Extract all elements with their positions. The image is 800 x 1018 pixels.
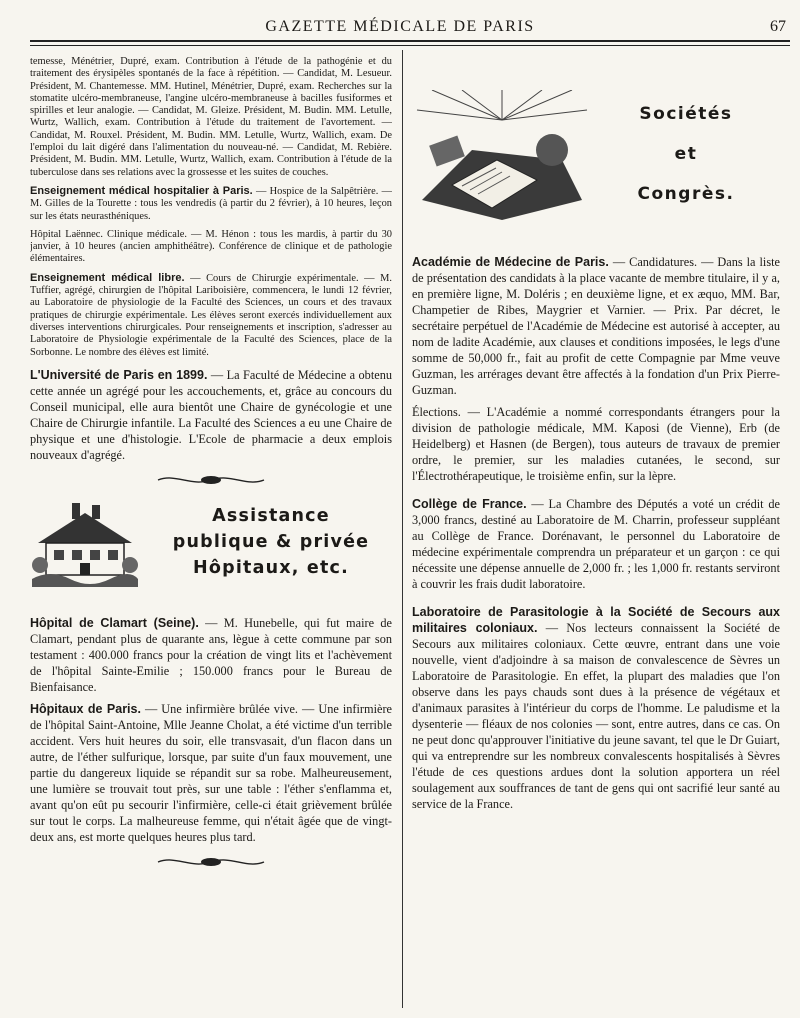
hospitalier-heading: Enseignement médical hospitalier à Paris.	[30, 184, 253, 197]
ornament-divider-icon	[30, 473, 392, 487]
clamart-heading: Hôpital de Clamart (Seine).	[30, 615, 199, 630]
hopitaux-paragraph	[30, 701, 392, 845]
assistance-banner	[30, 495, 392, 605]
page-number: 67	[770, 18, 786, 35]
soc-line-1: Sociétés	[639, 104, 733, 124]
column-divider	[402, 50, 403, 1008]
header-rule-thin	[30, 45, 790, 46]
college-heading: Collège de France.	[412, 497, 527, 511]
academie-text: — Candidatures. — Dans la liste de présentation des candidats à la place vacante de membre titulaire, il y a, en première ligne, M. Doléris ; en deuxième ligne, et ex æquo, MM. Bar, Champetier de Ribes, Maygrier et Varnier. — Prix. Par décret, le secrétaire perpétuel de l'Académie de Médecine est autorisé à accepter, au nom de ladite Académie, aux clauses et conditions imposées, le legs d'une somme de 50,000 fr., fait au profit de cette Compagnie par Mme veuve Guzman, les arrérages devant être affectés à la fondation d'un Prix Pierre-Guzman.	[412, 255, 780, 397]
banner-line-2: publique & privée	[172, 531, 370, 552]
ornament-divider-bottom-icon	[30, 855, 392, 869]
elections-paragraph: Élections. — L'Académie a nommé correspondants étrangers pour la division de pathologie médicale, MM. Kaposi (de Vienne), Erb (de Heidelberg) et Hasnen (de Bergen), tous auteurs de travaux de premier ordre, le premier, sur les maladies cutanées, le second, sur l'Électrothérapeutique, le troisième enfin, sur la lèpre.	[412, 405, 780, 483]
hopitaux-text: — Une infirmière brûlée vive. — Une infirmière de l'hôpital Saint-Antoine, Mlle Jeanne Cholat, a été victime d'un terrible accident. Vers huit heures du soir, elle transvasait, d'un flacon dans un autre, de l'éther sulfurique, lorsque, par suite d'un faux mouvement, une partie du dangereux liquide se répandit sur sa robe. Malheureusement, une lumière se trouvait tout près, sur une table : l'éther s'enflamma et, avant qu'on eût pu secourir l'infirmière, celle-ci était grièvement brûlée sur tout le corps. La malheureuse femme, qui n'était âgée que de vingt-deux ans, est morte quelques heures plus tard.	[30, 701, 392, 844]
header-rule	[30, 40, 790, 42]
college-text: — La Chambre des Députés a voté un crédit de 3,000 francs, destiné au Laboratoire de M. Charrin, professeur suppléant au Collège de France. Dorénavant, le personnel du Laboratoire de médecine expérimentale comprendra un préparateur et un garçon : ce qui nécessite une dépense annuelle de 2,000 fr. ; les 1,000 fr. restants serviront à couvrir les frais dudit laboratoire.	[412, 497, 780, 591]
societes-banner	[412, 56, 780, 234]
college-paragraph	[412, 496, 780, 592]
academie-paragraph	[412, 254, 780, 398]
hospitalier-paragraph	[30, 185, 392, 223]
libre-paragraph	[30, 272, 392, 359]
banner-line-1: Assistance	[212, 505, 330, 526]
parasitologie-heading: Laboratoire de Parasitologie à la Société de Secours aux militaires coloniaux.	[412, 605, 780, 635]
libre-text: — Cours de Chirurgie expérimentale. — M. Tuffier, agrégé, chirurgien de l'hôpital Lariboisière, commencera, le lundi 12 février, au Laboratoire de physiologie de la Faculté des Sciences, un cours et des travaux pratiques de chirurgie expérimentale. Les élèves seront exercés individuellement aux diverses interventions chirurgicales. Pour renseignements et inscription, s'adresser au Laboratoire de Physiologie expérimentale de la Faculté des Sciences, place de la Sorbonne. Le nombre des élèves est limité.	[30, 272, 392, 358]
universite-paragraph	[30, 367, 392, 463]
libre-heading: Enseignement médical libre.	[30, 271, 185, 284]
journal-title: GAZETTE MÉDICALE DE PARIS	[265, 18, 535, 35]
hospitalier-text: — Hospice de la Salpêtrière. — M. Gilles de la Tourette : tous les vendredis (à partir du 2 février), à 10 heures, leçon sur les états neurasthéniques.	[30, 185, 392, 222]
clamart-text: — M. Hunebelle, qui fut maire de Clamart, pendant plus de quarante ans, lègue à cette commune par son testament : 400.000 francs pour la création de vingt lits et l'achèvement de l'hôpital Sainte-Emilie ; 150.000 francs pour le Bureau de Bienfaisance.	[30, 615, 392, 694]
laennec-paragraph: Hôpital Laënnec. Clinique médicale. — M. Hénon : tous les mardis, à partir du 30 janvier, à 10 heures (ancien amphithéâtre). Conférence de clinique et de pathologie élémentaires.	[30, 228, 392, 265]
soc-line-2: et	[674, 144, 698, 164]
universite-text: — La Faculté de Médecine a obtenu cette année un agrégé pour les accouchements, et, grâce au concours du Conseil municipal, elle aura bientôt une Chaire de gynécologie et une Chaire de Chirurgie infantile. La Faculté des Sciences a eu une Chaire de physique et une d'histologie. L'Ecole de pharmacie a deux emplois nouveaux d'agrégé.	[30, 367, 392, 462]
books-and-sunburst-icon	[412, 90, 592, 230]
right-column	[412, 56, 780, 1006]
societes-banner-title	[592, 94, 780, 214]
theses-paragraph: temesse, Ménétrier, Dupré, exam. Contribution à l'étude de la pathogénie et du traitement des érysipèles spontanés de la face à répétition. — Candidat, M. Lesueur. Président, M. Chantemesse. MM. Hutinel, Ménétrier, Dupré, exam. Recherches sur la stomatite ulcéro-membraneuse, l'angine ulcéro-membraneuse à bacilles fusiformes et spirilles et leur analogie. — Candidat, M. Gleize. Président, M. Budin. MM. Letulle, Wurtz, Wallich, exam. Contribution à l'étude du traitement de l'avortement. — Candidat, M. Rouxel. Président, M. Budin. MM. Letulle, Wurtz, Wallich, exam. De l'emploi du lait digéré dans l'alimentation du nouveau-né. — Candidat, M. Rebière. Président, M. Budin. MM. Letulle, Wurtz, Wallich, exam. Contribution à l'étude de la tuberculose dans ses relations avec la grossesse et les suites de couches.	[30, 56, 392, 178]
clamart-paragraph	[30, 615, 392, 695]
hopitaux-heading: Hôpitaux de Paris.	[30, 701, 141, 716]
academie-heading: Académie de Médecine de Paris.	[412, 255, 609, 269]
parasitologie-text: — Nos lecteurs connaissent la Société de Secours aux militaires coloniaux. Cette œuvre, entrant dans une voie nouvelle, vient d'adjoindre à sa maison de convalescence de Sèvres un Laboratoire de Parasitologie. En effet, la plupart des maladies que l'on observe dans les pays chauds sont dues à la présence de végétaux et d'animaux parasites à l'intérieur du corps de l'homme. Le paludisme et la dysenterie — fléaux de nos colonies — sont, entre autres, dans ce cas. On ne peut donc qu'approuver l'initiative du jeune savant, tel que le Dr Guiart, qui va entreprendre sur les nombreux convalescents hospitalisés à Sèvres l'étude de ces questions ardues dont la solution apportera un réel soulagement aux souffrances de tant de gens qui ont sacrifié leur santé au service de la France.	[412, 621, 780, 811]
universite-heading: L'Université de Paris en 1899.	[30, 367, 208, 382]
left-column	[30, 56, 392, 1006]
hospital-building-icon	[30, 495, 140, 595]
banner-line-3: Hôpitaux, etc.	[193, 557, 349, 578]
parasitologie-paragraph	[412, 604, 780, 812]
assistance-banner-title	[146, 503, 392, 581]
soc-line-3: Congrès.	[637, 184, 735, 204]
